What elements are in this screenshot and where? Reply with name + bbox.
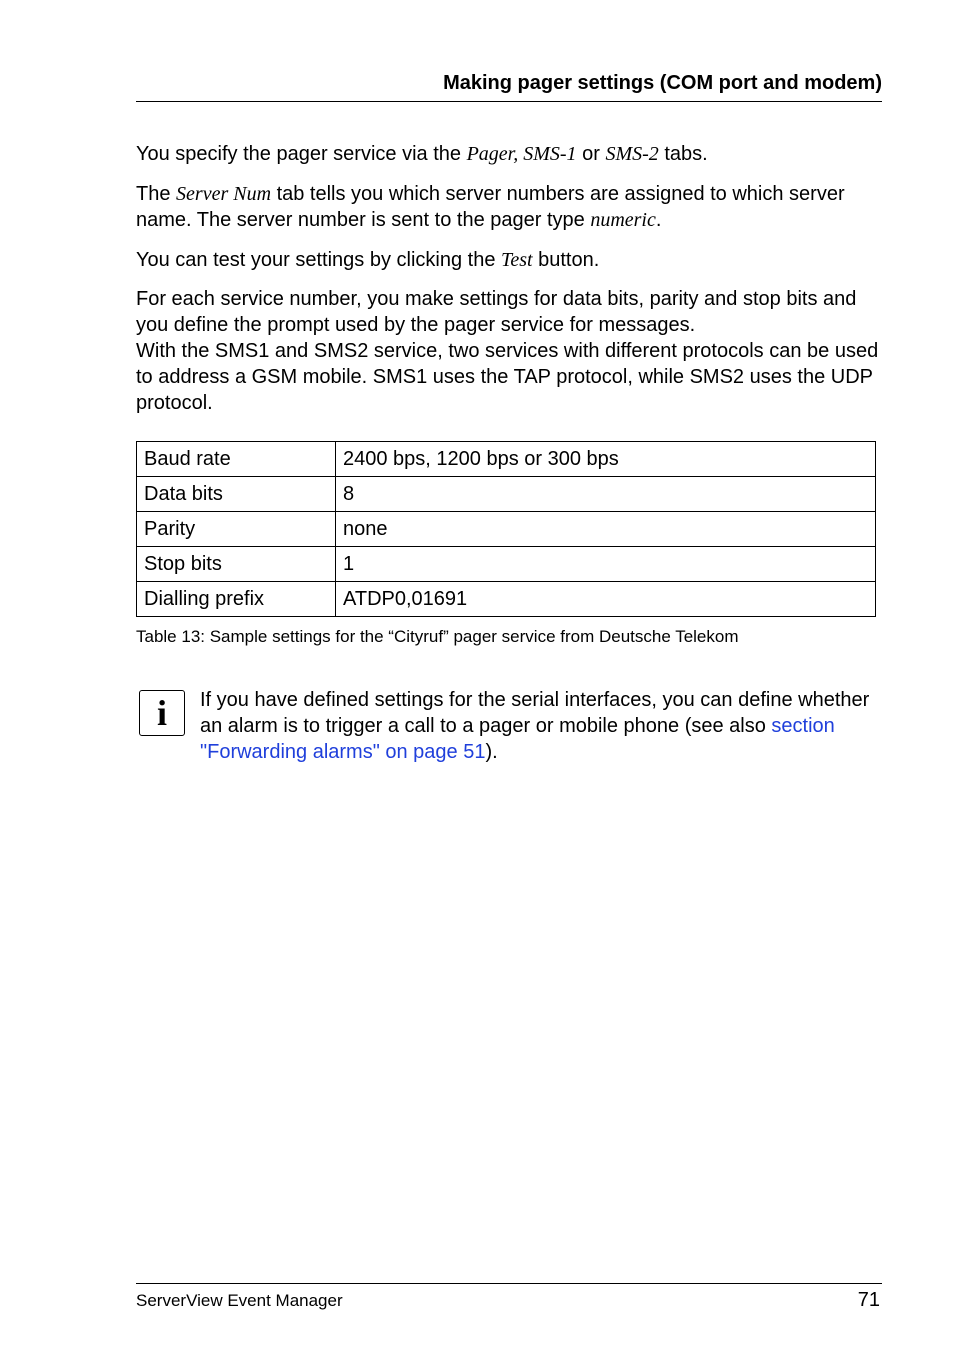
- table-cell-label: Data bits: [137, 477, 336, 512]
- table-row: [137, 442, 876, 477]
- table-cell-value: 8: [336, 477, 876, 512]
- paragraph-service-settings: [136, 286, 882, 416]
- tab-name-server-num: Server Num: [176, 183, 272, 205]
- table-row: [137, 477, 876, 512]
- paragraph-server-num: [136, 181, 882, 233]
- text: or: [576, 143, 606, 165]
- button-name-test: Test: [501, 249, 533, 271]
- text: You can test your settings by clicking the: [136, 249, 502, 271]
- table-row: [137, 547, 876, 582]
- table-cell-value: 1: [336, 547, 876, 582]
- table-cell-label: Baud rate: [137, 442, 336, 477]
- footer-rule: [136, 1283, 882, 1284]
- text: For each service number, you make settings for data bits, parity and stop bits and you define the prompt used by the pager service for messages.: [136, 288, 857, 336]
- table-caption: Table 13: Sample settings for the “Cityruf” pager service from Deutsche Telekom: [136, 627, 739, 646]
- paragraph-pager-tabs: [136, 141, 882, 167]
- text: tab tells you which server numbers are assigned to which server name. The server number is sent to the pager type: [136, 183, 845, 231]
- tab-name-sms2: SMS-2: [605, 143, 659, 165]
- table-cell-value: none: [336, 512, 876, 547]
- table-cell-label: Stop bits: [137, 547, 336, 582]
- table-row: [137, 582, 876, 617]
- info-note: [200, 687, 890, 765]
- text: ).: [485, 741, 498, 763]
- table-cell-value: 2400 bps, 1200 bps or 300 bps: [336, 442, 876, 477]
- table-row: [137, 512, 876, 547]
- cross-reference-link[interactable]: section "Forwarding alarms" on page 51: [200, 715, 835, 763]
- sample-settings-table: [136, 441, 876, 617]
- text: The: [136, 183, 177, 205]
- page-number: 71: [857, 1289, 880, 1311]
- tab-name-pager-sms1: Pager, SMS-1: [466, 143, 577, 165]
- table-cell-label: Parity: [137, 512, 336, 547]
- paragraph-test: [136, 247, 882, 273]
- text: You specify the pager service via the: [136, 143, 467, 165]
- pager-type-numeric: numeric: [590, 209, 656, 231]
- info-icon: i: [139, 690, 185, 736]
- text: tabs.: [658, 143, 708, 165]
- table-cell-value: ATDP0,01691: [336, 582, 876, 617]
- text: button.: [532, 249, 600, 271]
- header-rule: [136, 101, 882, 102]
- text: .: [655, 209, 662, 231]
- text: If you have defined settings for the serial interfaces, you can define whether an alarm is to trigger a call to a pager or mobile phone (see also: [200, 689, 870, 737]
- table-cell-label: Dialling prefix: [137, 582, 336, 617]
- footer-title: ServerView Event Manager: [136, 1291, 343, 1310]
- header-title: Making pager settings (COM port and modem): [443, 72, 882, 94]
- text: With the SMS1 and SMS2 service, two services with different protocols can be used to address a GSM mobile. SMS1 uses the TAP protocol, while SMS2 uses the UDP protocol.: [136, 340, 879, 414]
